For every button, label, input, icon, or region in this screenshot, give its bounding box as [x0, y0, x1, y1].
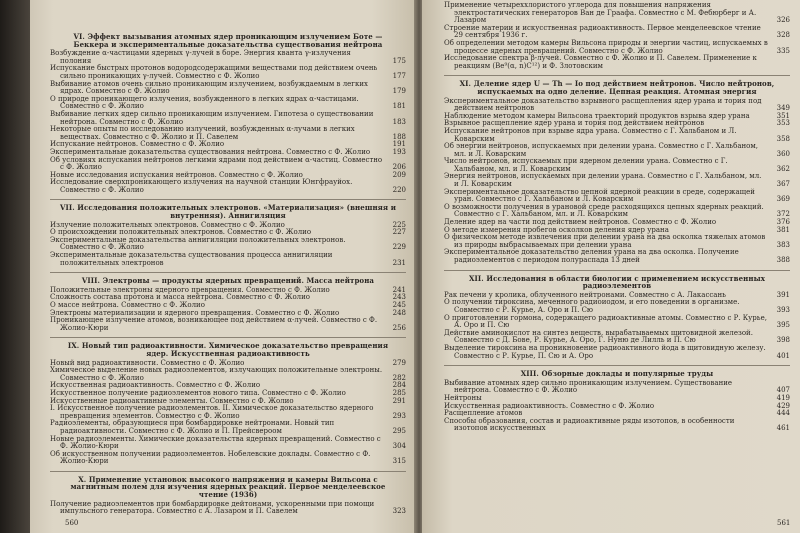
toc-entry [50, 81, 406, 96]
toc-entry-title: Новый вид радиоактивности. Совместно с Ф. Жолио [50, 358, 245, 367]
toc-entry-title: Выбивание легких ядер сильно проникающим излучением. Гипотеза о существовании нейтрона. Совместно с Ф. Жолио [50, 109, 374, 126]
toc-entry-page: 295 [392, 426, 406, 435]
toc-entry-title: Искусственная радиоактивность. Совместно с Ф. Жолио [50, 381, 261, 390]
toc-entry [444, 299, 790, 314]
right-page-number: 561 [777, 519, 791, 527]
section-divider [50, 199, 406, 200]
toc-entry [444, 189, 790, 204]
section-divider [50, 337, 406, 338]
toc-entry [444, 330, 790, 345]
toc-entry-title: Об энергии нейтронов, испускаемых при делении урана. Совместно с Г. Хальбаном, мл. и Л. Коварским [444, 142, 759, 158]
toc-entry-title: Испускание нейтронов при взрыве ядра урана. Совместно с Г. Хальбаном и Л. Коварским [444, 126, 737, 143]
toc-entry-page: 209 [392, 170, 406, 179]
toc-entry-page: 393 [776, 305, 790, 314]
toc-entry-page: 291 [392, 396, 406, 405]
section-heading: XII. Исследования в области биологии с применением искусственных радиоэлементов [469, 273, 765, 291]
toc-entry [50, 126, 406, 141]
toc-entry-title: Испускание быстрых протонов водородсодержащими веществами под действием очень сильно проникающих γ-лучей. Совместно с Ф. Жолио [50, 64, 378, 80]
toc-entry-title: Экспериментальные доказательства существования нейтрона. Совместно с Ф. Жолио [50, 147, 371, 156]
toc-entry-title: О методе измерения пробегов осколков деления ядер урана [444, 225, 669, 234]
toc-entry-page: 388 [776, 256, 790, 264]
section-heading: VI. Эффект вызывания атомных ядер проникающим излучением Боте — Беккера и экспериментальные доказательства существования нейтрона [73, 32, 383, 49]
toc-entry-page: 367 [776, 180, 790, 189]
section-divider [444, 75, 790, 76]
toc-entry [444, 128, 790, 143]
toc-entry-page: 193 [392, 147, 406, 156]
toc-entry [444, 380, 790, 395]
toc-entry-page: 177 [392, 71, 406, 80]
toc-entry-page: 279 [392, 358, 406, 367]
toc-entry-page: 304 [392, 442, 406, 451]
toc-entry-title: Расщепление атомов [444, 409, 523, 418]
toc-entry-page: 248 [392, 308, 406, 317]
toc-entry-page: 351 [776, 111, 790, 120]
section-heading: X. Применение установок высокого напряжения и камеры Вильсона с магнитным полем для изучения ядерных реакций. Первое менделеевское чтение (1936) [70, 474, 386, 500]
toc-entry [444, 204, 790, 219]
toc-entry-page: 181 [392, 102, 406, 111]
toc-entry-title: Деление ядер на части под действием нейтронов. Совместно с Ф. Жолио [444, 218, 717, 227]
toc-entry-title: Способы образования, состав и радиоактивные ряды изотопов, в особенности изотопов искусственных [444, 416, 735, 433]
toc-entry-page: 326 [776, 16, 790, 25]
toc-entry [444, 143, 790, 158]
toc-entry-page: 349 [776, 104, 790, 113]
toc-entry-page: 293 [392, 411, 406, 420]
toc-entry-title: Излучение положительных электронов. Совместно с Ф. Жолио [50, 220, 285, 229]
book-edge [0, 0, 30, 533]
toc-entry-page: 206 [392, 163, 406, 172]
toc-entry-page: 429 [776, 401, 790, 410]
toc-entry-title: Новые исследования испускания нейтронов. Совместно с Ф. Жолио [50, 170, 303, 179]
toc-entry-page: 241 [392, 285, 406, 294]
section-divider [50, 471, 406, 472]
toc-entry [50, 436, 406, 451]
section-divider [444, 270, 790, 271]
toc-entry-title: Взрывное расщепление ядер урана и тория под действием нейтронов [444, 119, 705, 128]
toc-entry-title: О возможности получения в урановой среде расходящихся цепных ядерных реакций. Совместно с Г. Хальбаном, мл. и Л. Коварским [444, 202, 764, 219]
toc-entry [444, 249, 790, 264]
toc-entry-page: 191 [392, 140, 406, 149]
toc-entry-page: 243 [392, 293, 406, 302]
toc-entry-page: 183 [392, 117, 406, 126]
toc-entry-title: I. Искусственное получение радиоэлементов. II. Химическое доказательство ядерного превращения элементов. Совместно с Ф. Жолио [50, 404, 374, 420]
toc-entry-title: О физическом методе извлечения при делении урана на два осколка тяжелых атомов из природы выбрасываемых при делении урана [444, 233, 766, 249]
toc-entry-page: 245 [392, 301, 406, 309]
toc-entry-page: 358 [776, 134, 790, 143]
toc-entry-title: Сложность состава протона и масса нейтрона. Совместно с Ф. Жолио [50, 293, 311, 302]
toc-entry [50, 237, 406, 252]
toc-entry-title: Об искусственном получении радиоэлементов. Нобелевские доклады. Совместно с Ф. Жолио-Кюри [50, 449, 371, 466]
toc-entry-title: Получение радиоэлементов при бомбардировке дейтонами, ускоренными при помощи импульсного генератора. Совместно с А. Лазаром и П. Савелем [50, 499, 375, 516]
section-heading: IX. Новый тип радиоактивности. Химическое доказательство превращения ядер. Искусственная радиоактивность [67, 341, 389, 358]
section-heading: VII. Исследования положительных электронов. «Материализация» (внешняя и внутренняя). Аннигиляция [59, 203, 397, 221]
toc-entry [50, 367, 406, 382]
toc-entry [50, 157, 406, 172]
toc-entry [444, 55, 790, 70]
toc-entry-page: 362 [776, 164, 790, 173]
toc-entry-title: Положительные электроны ядерного превращения. Совместно с Ф. Жолио [50, 285, 330, 294]
left-page [30, 0, 418, 533]
toc-entry-title: Проникающее излучение атомов, возникающее под действием α-лучей. Совместно с Ф. Жолио-Кюри [50, 316, 378, 332]
toc-entry-title: О природе проникающего излучения, возбужденного в легких ядрах α-частицами. Совместно с Ф. Жолио [50, 94, 359, 111]
toc-entry-page: 227 [392, 228, 406, 237]
toc-entry-title: Испускание нейтронов. Совместно с Ф. Жолио [50, 140, 225, 149]
toc-entry-title: Нейтроны [444, 393, 482, 402]
toc-entry-title: О приготовлении гормона, содержащего радиоактивные атомы. Совместно с Р. Курье, А. Оро и П. Сю [444, 313, 767, 330]
toc-entry-page: 444 [776, 409, 790, 418]
toc-entry [50, 317, 406, 332]
left-page-number: 560 [65, 519, 79, 527]
toc-entry-title: Возбуждение α-частицами ядерных γ-лучей в боре. Энергия кванта γ-излучения полония [50, 49, 351, 65]
toc-entry-page: 188 [392, 132, 406, 141]
toc-entry [50, 252, 406, 267]
right-page [422, 0, 800, 533]
toc-entry [444, 40, 790, 55]
toc-entry-page: 360 [776, 149, 790, 158]
toc-entry-page: 179 [392, 87, 406, 96]
toc-entry [50, 65, 406, 80]
toc-entry-title: Действие аминокислот на синтез веществ, вырабатываемых щитовидной железой. Совместно с Д. Бове, Р. Курье, А. Оро, Г. Нуню де Лилль и П. Сю [444, 328, 753, 345]
toc-entry-title: Исследование сверхпроникающего излучения на научной станции Юнгфрауйох. Совместно с Ф. Жолио [50, 178, 353, 194]
toc-entry-title: Рак печени у кролика, облученного нейтронами. Совместно с А. Лакассань [444, 290, 726, 299]
toc-entry-title: Строение материи и искусственная радиоактивность. Первое менделеевское чтение 29 сентября 1936 г. [444, 23, 761, 40]
toc-entry-title: Экспериментальные доказательства существования процесса аннигиляции положительных электронов [50, 251, 333, 267]
toc-entry [444, 418, 790, 433]
toc-entry-page: 285 [392, 388, 406, 397]
toc-entry-title: Экспериментальное доказательство взрывного расщепления ядер урана и тория под действием нейтронов [444, 96, 762, 113]
toc-entry [50, 420, 406, 435]
toc-entry-title: Выделение тироксина на проникновение радиоактивного йода в щитовидную железу. Совместно с Р. Курье, П. Сю и А. Оро [444, 343, 766, 360]
toc-entry-page: 391 [776, 290, 790, 299]
toc-entry-page: 315 [392, 457, 406, 466]
toc-entry-title: Некоторые опыты по исследованию излучений, возбужденных α-лучами в легких веществах. Совместно с Ф. Жолио и П. Савелем [50, 125, 355, 141]
toc-entry-title: Число нейтронов, испускаемых при ядерном делении урана. Совместно с Г. Хальбаном, мл. и Л. Коварским [444, 157, 728, 173]
toc-entry-page: 282 [392, 373, 406, 382]
toc-entry-page: 395 [776, 321, 790, 330]
toc-entry-page: 323 [392, 507, 406, 516]
toc-entry-page: 372 [776, 210, 790, 219]
left-toc [50, 30, 406, 516]
toc-entry-page: 369 [776, 195, 790, 204]
toc-entry-title: Экспериментальное доказательство цепной ядерной реакции в среде, содержащей уран. Совместно с Г. Хальбаном и Л. Коварским [444, 187, 755, 204]
toc-entry [444, 345, 790, 360]
section-heading: VIII. Электроны — продукты ядерных превращений. Масса нейтрона [81, 276, 375, 286]
toc-entry-title: Об определении методом камеры Вильсона природы и энергии частиц, испускаемых в процессе ядерных превращений. Совместно с Ф. Жолио [444, 38, 768, 55]
toc-entry [50, 451, 406, 466]
toc-entry-page: 383 [776, 240, 790, 249]
toc-entry [444, 234, 790, 249]
toc-entry-page: 175 [392, 56, 406, 65]
toc-entry-page: 407 [776, 386, 790, 395]
toc-entry-title: Новые радиоэлементы. Химические доказательства ядерных превращений. Совместно с Ф. Жолио-Кюри [50, 434, 381, 451]
section-heading: XIII. Обзорные доклады и популярные труды [520, 369, 714, 379]
toc-entry-title: Искусственное получение радиоэлементов нового типа. Совместно с Ф. Жолио [50, 388, 346, 397]
toc-entry-page: 398 [776, 336, 790, 345]
toc-entry [444, 158, 790, 173]
toc-entry-title: Выбивание атомов очень сильно проникающим излучением, возбуждаемым в легких ядрах. Совместно с Ф. Жолио [50, 79, 368, 96]
toc-entry [50, 405, 406, 420]
toc-entry-page: 376 [776, 218, 790, 227]
toc-entry [444, 315, 790, 330]
toc-entry-title: Об условиях испускания нейтронов легкими ядрами под действием α-частиц. Совместно с Ф. Жолио [50, 155, 383, 172]
toc-entry-title: Искусственные радиоактивные элементы. Совместно с Ф. Жолио [50, 396, 294, 405]
toc-entry [50, 179, 406, 194]
toc-entry-title: Экспериментальные доказательства аннигиляции положительных электронов. Совместно с Ф. Жолио [50, 235, 346, 252]
section-divider [444, 365, 790, 366]
toc-entry-page: 328 [776, 31, 790, 40]
toc-entry-title: О массе нейтрона. Совместно с Ф. Жолио [50, 301, 205, 309]
toc-entry-page: 229 [392, 243, 406, 252]
toc-entry-page: 256 [392, 323, 406, 332]
toc-entry-title: Энергия нейтронов, испускаемых при делении урана. Совместно с Г. Хальбаном, мл. и Л. Коварским [444, 172, 762, 189]
toc-entry-title: О получении тироксина, меченного радиоиодом, и его поведении в организме. Совместно с Р. Курье, А. Оро и П. Сю [444, 298, 740, 314]
section-heading: XI. Деление ядер U — Th — Io под действием нейтронов. Число нейтронов, испускаемых на одно деление. Цепная реакция. Атомная энергия [459, 79, 775, 96]
toc-entry-title: Химическое выделение новых радиоэлементов, излучающих положительные электроны. Совместно с Ф. Жолио [50, 366, 383, 382]
right-toc [444, 2, 790, 433]
toc-entry-title: Применение четыреххлористого углерода для повышения напряжения электростатических генераторов Ван де Граафа. Совместно с М. Фебюрберг и А. Лазаром [444, 1, 757, 25]
toc-entry-page: 353 [776, 119, 790, 128]
toc-entry [444, 25, 790, 40]
toc-entry-page: 419 [776, 393, 790, 402]
toc-entry [50, 50, 406, 65]
toc-entry-page: 225 [392, 220, 406, 229]
toc-entry-title: Радиоэлементы, образующиеся при бомбардировке нейтронами. Новый тип радиоактивности. Совместно с Ф. Жолио и П. Прейсвероом [50, 419, 335, 435]
toc-entry-page: 220 [392, 185, 406, 194]
toc-entry-title: О происхождении положительных электронов. Совместно с Ф. Жолио [50, 228, 312, 237]
toc-entry [50, 501, 406, 516]
toc-entry-title: Наблюдение методом камеры Вильсона траекторий продуктов взрыва ядер урана [444, 111, 750, 120]
toc-entry [444, 2, 790, 25]
toc-entry-page: 231 [392, 258, 406, 267]
toc-entry-page: 461 [776, 424, 790, 433]
toc-entry-title: Исследование спектра β-лучей. Совместно с Ф. Жолио и П. Савелем. Применение к реакциям (Be⁹(α, n)C¹²) и Ф. Злотовским [444, 54, 757, 70]
toc-entry-title: Выбивание атомных ядер сильно проникающим излучением. Существование нейтрона. Совместно с Ф. Жолио [444, 378, 733, 395]
toc-entry-page: 335 [776, 46, 790, 55]
toc-entry-title: Экспериментальное доказательство деления урана на два осколка. Получение радиоэлементов с периодом полураспада 13 дней [444, 248, 739, 264]
toc-entry-page: 401 [776, 351, 790, 360]
toc-entry [444, 98, 790, 113]
toc-entry [444, 173, 790, 188]
toc-entry-page: 284 [392, 381, 406, 390]
section-divider [50, 272, 406, 273]
toc-entry [50, 96, 406, 111]
toc-entry-page: 381 [776, 225, 790, 234]
toc-entry [50, 111, 406, 126]
toc-entry-title: Искусственная радиоактивность. Совместно с Ф. Жолио [444, 401, 655, 410]
toc-entry-title: Электроны материализации и ядерного превращения. Совместно с Ф. Жолио [50, 308, 340, 317]
